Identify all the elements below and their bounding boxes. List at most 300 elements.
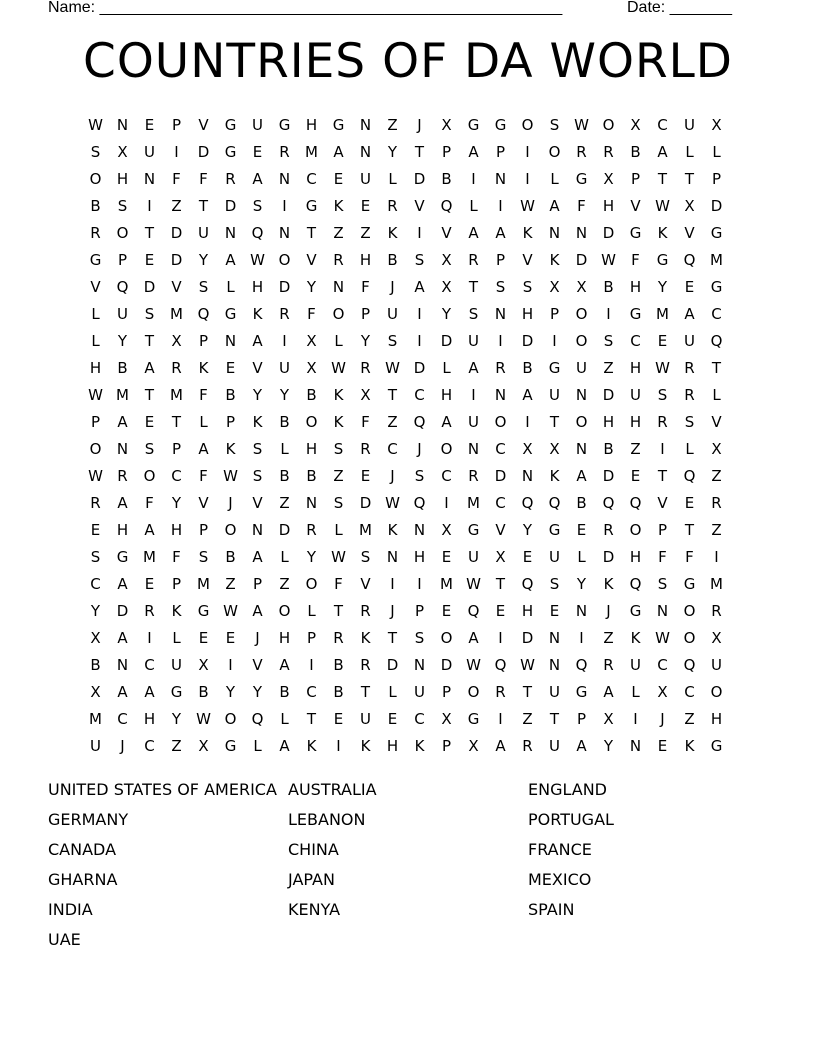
grid-letter: S: [549, 574, 560, 593]
grid-letter: G: [575, 682, 588, 701]
grid-letter: N: [413, 655, 426, 674]
grid-letter: X: [711, 115, 722, 134]
grid-letter: I: [471, 385, 476, 404]
grid-letter: S: [90, 547, 101, 566]
grid-letter: K: [333, 385, 344, 404]
grid-letter: Q: [683, 466, 696, 485]
grid-letter: Q: [197, 304, 210, 323]
grid-letter: R: [306, 520, 317, 539]
grid-letter: Y: [522, 520, 533, 539]
grid-letter: K: [198, 358, 209, 377]
grid-letter: L: [91, 304, 100, 323]
grid-letter: L: [280, 439, 289, 458]
grid-letter: R: [711, 601, 722, 620]
grid-letter: B: [279, 466, 290, 485]
grid-letter: C: [657, 115, 668, 134]
grid-letter: S: [414, 250, 425, 269]
grid-letter: X: [549, 439, 560, 458]
grid-letter: K: [414, 736, 425, 755]
grid-letter: F: [334, 574, 343, 593]
grid-letter: D: [575, 250, 588, 269]
grid-letter: G: [467, 115, 480, 134]
grid-letter: K: [252, 304, 263, 323]
grid-letter: G: [197, 601, 210, 620]
grid-letter: V: [657, 493, 668, 512]
grid-letter: T: [144, 385, 155, 404]
grid-letter: W: [574, 115, 589, 134]
grid-letter: Y: [252, 385, 263, 404]
grid-letter: U: [468, 547, 479, 566]
grid-letter: V: [711, 412, 722, 431]
grid-letter: D: [710, 196, 723, 215]
grid-letter: V: [630, 196, 641, 215]
grid-letter: S: [333, 493, 344, 512]
grid-letter: Z: [522, 709, 533, 728]
grid-letter: D: [170, 223, 183, 242]
grid-letter: N: [116, 115, 129, 134]
grid-letter: Y: [225, 682, 236, 701]
grid-letter: A: [468, 223, 479, 242]
grid-letter: T: [657, 466, 668, 485]
grid-letter: S: [333, 439, 344, 458]
grid-letter: C: [495, 439, 506, 458]
grid-letter: C: [414, 385, 425, 404]
grid-letter: C: [306, 682, 317, 701]
grid-letter: J: [120, 736, 125, 755]
grid-letter: E: [360, 466, 371, 485]
grid-letter: E: [657, 331, 668, 350]
grid-letter: O: [494, 412, 507, 431]
word-list-item: PORTUGAL: [528, 810, 614, 829]
grid-letter: N: [548, 628, 561, 647]
grid-letter: V: [171, 277, 182, 296]
grid-letter: Q: [440, 196, 453, 215]
grid-letter: U: [549, 547, 560, 566]
grid-letter: T: [387, 385, 398, 404]
grid-letter: I: [714, 547, 719, 566]
grid-letter: K: [171, 601, 182, 620]
grid-letter: E: [144, 574, 155, 593]
grid-letter: B: [225, 547, 236, 566]
grid-letter: I: [417, 574, 422, 593]
grid-letter: B: [90, 196, 101, 215]
grid-letter: D: [494, 466, 507, 485]
grid-letter: P: [171, 439, 182, 458]
grid-letter: I: [309, 655, 314, 674]
grid-letter: B: [279, 412, 290, 431]
grid-letter: F: [658, 547, 667, 566]
grid-letter: O: [440, 439, 453, 458]
grid-letter: X: [684, 196, 695, 215]
grid-letter: S: [252, 196, 263, 215]
grid-letter: T: [198, 196, 209, 215]
grid-letter: F: [199, 466, 208, 485]
grid-letter: C: [144, 655, 155, 674]
grid-letter: W: [655, 196, 670, 215]
grid-letter: B: [387, 250, 398, 269]
grid-letter: D: [521, 628, 534, 647]
grid-letter: D: [197, 142, 210, 161]
grid-letter: W: [520, 196, 535, 215]
grid-letter: A: [468, 628, 479, 647]
grid-letter: O: [332, 304, 345, 323]
grid-letter: W: [223, 601, 238, 620]
grid-letter: P: [441, 142, 452, 161]
grid-letter: D: [440, 331, 453, 350]
grid-letter: A: [657, 142, 668, 161]
grid-letter: Z: [333, 466, 344, 485]
grid-letter: P: [495, 250, 506, 269]
grid-letter: D: [413, 169, 426, 188]
grid-letter: L: [91, 331, 100, 350]
grid-letter: R: [225, 169, 236, 188]
grid-letter: P: [441, 736, 452, 755]
grid-letter: C: [711, 304, 722, 323]
grid-letter: Q: [251, 223, 264, 242]
grid-letter: N: [575, 385, 588, 404]
grid-letter: S: [360, 547, 371, 566]
grid-letter: S: [549, 115, 560, 134]
grid-letter: Q: [710, 331, 723, 350]
grid-letter: L: [172, 628, 181, 647]
grid-letter: D: [143, 277, 156, 296]
grid-letter: K: [333, 196, 344, 215]
grid-letter: D: [602, 385, 615, 404]
grid-letter: E: [144, 412, 155, 431]
grid-letter: J: [390, 601, 395, 620]
grid-letter: W: [520, 655, 535, 674]
grid-letter: G: [575, 169, 588, 188]
grid-letter: B: [90, 655, 101, 674]
grid-letter: A: [117, 628, 128, 647]
grid-letter: Z: [171, 736, 182, 755]
grid-letter: X: [603, 169, 614, 188]
grid-letter: M: [710, 574, 723, 593]
grid-letter: N: [278, 223, 291, 242]
grid-letter: X: [441, 250, 452, 269]
grid-letter: U: [279, 358, 290, 377]
grid-letter: Q: [494, 655, 507, 674]
grid-letter: W: [466, 574, 481, 593]
grid-letter: Z: [711, 520, 722, 539]
grid-letter: I: [147, 628, 152, 647]
grid-letter: N: [575, 601, 588, 620]
grid-letter: J: [417, 439, 422, 458]
grid-letter: X: [711, 439, 722, 458]
grid-letter: O: [89, 439, 102, 458]
grid-letter: O: [440, 628, 453, 647]
grid-letter: I: [552, 331, 557, 350]
grid-letter: I: [417, 304, 422, 323]
grid-letter: I: [633, 709, 638, 728]
grid-letter: K: [225, 439, 236, 458]
grid-letter: T: [414, 142, 425, 161]
grid-letter: I: [417, 223, 422, 242]
grid-letter: B: [306, 466, 317, 485]
grid-letter: N: [521, 466, 534, 485]
grid-letter: V: [252, 358, 263, 377]
grid-letter: F: [172, 547, 181, 566]
grid-letter: H: [143, 709, 156, 728]
grid-letter: S: [684, 412, 695, 431]
grid-letter: X: [441, 520, 452, 539]
grid-letter: V: [495, 520, 506, 539]
grid-letter: V: [306, 250, 317, 269]
grid-letter: P: [576, 709, 587, 728]
word-list-item: INDIA: [48, 900, 93, 919]
grid-letter: G: [224, 736, 237, 755]
grid-letter: W: [601, 250, 616, 269]
grid-letter: D: [521, 331, 534, 350]
grid-letter: O: [305, 574, 318, 593]
grid-letter: S: [90, 142, 101, 161]
grid-letter: V: [252, 493, 263, 512]
grid-letter: P: [360, 304, 371, 323]
grid-letter: A: [117, 412, 128, 431]
grid-letter: R: [360, 601, 371, 620]
grid-letter: Z: [360, 223, 371, 242]
word-list-item: KENYA: [288, 900, 341, 919]
grid-letter: X: [306, 358, 317, 377]
grid-letter: G: [683, 574, 696, 593]
grid-letter: R: [684, 385, 695, 404]
grid-letter: D: [413, 358, 426, 377]
grid-letter: E: [441, 547, 452, 566]
grid-letter: S: [144, 304, 155, 323]
grid-letter: I: [471, 169, 476, 188]
grid-letter: A: [144, 520, 155, 539]
grid-letter: O: [710, 682, 723, 701]
grid-letter: I: [174, 142, 179, 161]
grid-letter: K: [522, 223, 533, 242]
grid-letter: M: [305, 142, 318, 161]
grid-letter: M: [89, 709, 102, 728]
grid-letter: I: [228, 655, 233, 674]
grid-letter: U: [468, 331, 479, 350]
grid-letter: A: [225, 250, 236, 269]
grid-letter: Z: [279, 493, 290, 512]
grid-letter: A: [576, 736, 587, 755]
grid-letter: S: [144, 439, 155, 458]
grid-letter: T: [144, 223, 155, 242]
grid-letter: E: [198, 628, 209, 647]
grid-letter: T: [711, 358, 722, 377]
grid-letter: B: [117, 358, 128, 377]
word-list-item: GERMANY: [48, 810, 129, 829]
grid-letter: H: [278, 628, 291, 647]
grid-letter: B: [198, 682, 209, 701]
grid-letter: T: [387, 628, 398, 647]
grid-letter: Y: [441, 304, 452, 323]
grid-letter: X: [441, 115, 452, 134]
grid-letter: E: [576, 520, 587, 539]
word-list-item: FRANCE: [528, 840, 592, 859]
grid-letter: X: [522, 439, 533, 458]
grid-letter: G: [278, 115, 291, 134]
grid-letter: A: [684, 304, 695, 323]
grid-letter: T: [144, 331, 155, 350]
grid-letter: H: [521, 304, 534, 323]
grid-letter: Y: [603, 736, 614, 755]
grid-letter: H: [170, 520, 183, 539]
grid-letter: O: [629, 520, 642, 539]
grid-letter: H: [251, 277, 264, 296]
grid-letter: E: [144, 115, 155, 134]
grid-letter: Q: [683, 655, 696, 674]
grid-letter: G: [548, 358, 561, 377]
grid-letter: V: [684, 223, 695, 242]
grid-letter: B: [279, 682, 290, 701]
grid-letter: O: [305, 412, 318, 431]
grid-letter: D: [602, 466, 615, 485]
grid-letter: G: [305, 196, 318, 215]
grid-letter: W: [88, 115, 103, 134]
word-list-item: CANADA: [48, 840, 117, 859]
grid-letter: P: [225, 412, 236, 431]
grid-letter: I: [390, 574, 395, 593]
grid-letter: U: [252, 115, 263, 134]
grid-letter: E: [360, 196, 371, 215]
grid-letter: W: [655, 628, 670, 647]
grid-letter: S: [252, 466, 263, 485]
grid-letter: Q: [602, 493, 615, 512]
grid-letter: Z: [171, 196, 182, 215]
grid-letter: X: [495, 547, 506, 566]
grid-letter: J: [660, 709, 665, 728]
grid-letter: M: [170, 385, 183, 404]
grid-letter: H: [710, 709, 723, 728]
grid-letter: L: [685, 142, 694, 161]
grid-letter: A: [468, 142, 479, 161]
grid-letter: Q: [413, 493, 426, 512]
grid-letter: Q: [467, 601, 480, 620]
grid-letter: R: [522, 736, 533, 755]
grid-letter: Q: [521, 493, 534, 512]
grid-letter: T: [171, 412, 182, 431]
grid-letter: G: [494, 115, 507, 134]
grid-letter: Z: [387, 115, 398, 134]
grid-letter: R: [495, 682, 506, 701]
grid-letter: A: [252, 169, 263, 188]
grid-letter: U: [360, 169, 371, 188]
grid-letter: W: [466, 655, 481, 674]
grid-letter: O: [278, 601, 291, 620]
grid-letter: I: [525, 142, 530, 161]
grid-letter: P: [657, 520, 668, 539]
grid-letter: X: [441, 277, 452, 296]
grid-letter: R: [603, 142, 614, 161]
grid-letter: T: [549, 412, 560, 431]
grid-letter: B: [522, 358, 533, 377]
grid-letter: A: [549, 196, 560, 215]
grid-letter: N: [359, 142, 372, 161]
grid-letter: Y: [360, 331, 371, 350]
grid-letter: C: [441, 466, 452, 485]
grid-letter: R: [711, 493, 722, 512]
grid-letter: Q: [251, 709, 264, 728]
grid-letter: Y: [90, 601, 101, 620]
grid-letter: U: [711, 655, 722, 674]
grid-letter: R: [684, 358, 695, 377]
word-list-item: GHARNA: [48, 870, 118, 889]
grid-letter: U: [198, 223, 209, 242]
grid-letter: G: [467, 709, 480, 728]
grid-letter: O: [521, 115, 534, 134]
grid-letter: O: [224, 709, 237, 728]
grid-letter: J: [255, 628, 260, 647]
grid-letter: I: [282, 196, 287, 215]
grid-letter: X: [468, 736, 479, 755]
grid-letter: N: [386, 547, 399, 566]
grid-letter: O: [548, 142, 561, 161]
grid-letter: A: [252, 547, 263, 566]
grid-letter: I: [444, 493, 449, 512]
grid-letter: Y: [306, 277, 317, 296]
grid-letter: R: [360, 439, 371, 458]
grid-letter: D: [170, 250, 183, 269]
grid-letter: W: [88, 466, 103, 485]
grid-letter: Z: [711, 466, 722, 485]
grid-letter: I: [147, 196, 152, 215]
grid-letter: L: [388, 169, 397, 188]
grid-letter: X: [306, 331, 317, 350]
grid-letter: S: [387, 331, 398, 350]
grid-letter: K: [252, 412, 263, 431]
grid-letter: W: [331, 547, 346, 566]
grid-letter: I: [417, 331, 422, 350]
grid-letter: P: [90, 412, 101, 431]
grid-letter: A: [144, 358, 155, 377]
grid-letter: G: [548, 520, 561, 539]
grid-letter: U: [630, 655, 641, 674]
grid-letter: X: [711, 628, 722, 647]
grid-letter: B: [576, 493, 587, 512]
grid-letter: Y: [171, 493, 182, 512]
grid-letter: E: [333, 169, 344, 188]
grid-letter: F: [631, 250, 640, 269]
grid-letter: I: [282, 331, 287, 350]
grid-letter: R: [468, 250, 479, 269]
grid-letter: Y: [198, 250, 209, 269]
word-search-grid: [82, 111, 730, 759]
grid-letter: I: [579, 628, 584, 647]
grid-letter: H: [602, 196, 615, 215]
grid-letter: S: [414, 466, 425, 485]
grid-letter: H: [629, 277, 642, 296]
grid-letter: O: [467, 682, 480, 701]
grid-letter: M: [467, 493, 480, 512]
grid-letter: N: [224, 223, 237, 242]
grid-letter: U: [684, 115, 695, 134]
grid-letter: H: [305, 439, 318, 458]
grid-letter: D: [359, 493, 372, 512]
grid-letter: A: [522, 385, 533, 404]
grid-letter: F: [361, 412, 370, 431]
grid-letter: G: [629, 304, 642, 323]
grid-letter: S: [117, 196, 128, 215]
grid-letter: A: [333, 142, 344, 161]
grid-letter: S: [495, 277, 506, 296]
grid-letter: I: [498, 628, 503, 647]
grid-letter: E: [441, 601, 452, 620]
grid-letter: B: [603, 439, 614, 458]
grid-letter: N: [143, 169, 156, 188]
grid-letter: U: [360, 709, 371, 728]
grid-letter: G: [224, 115, 237, 134]
grid-letter: D: [602, 547, 615, 566]
grid-letter: P: [630, 169, 641, 188]
grid-letter: L: [712, 142, 721, 161]
